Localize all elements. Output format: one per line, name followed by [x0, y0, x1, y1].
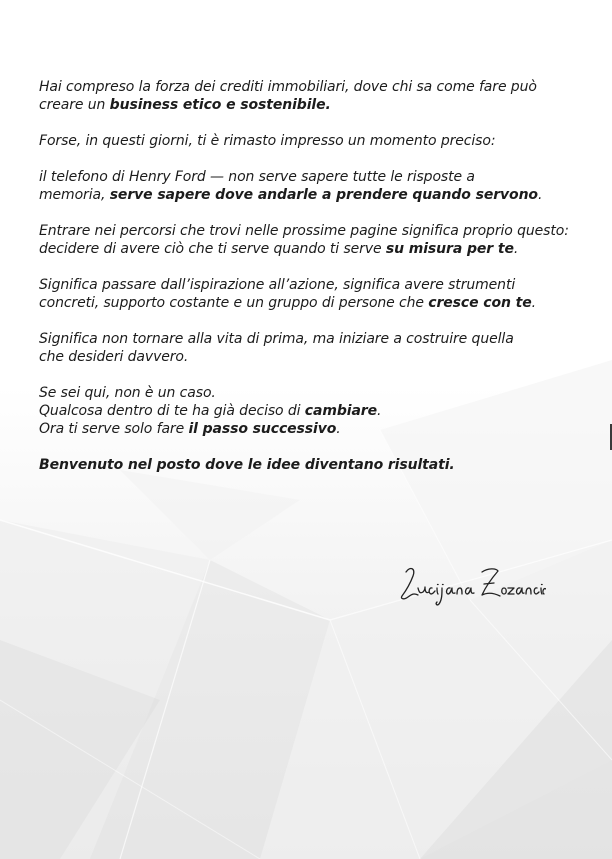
paragraph-1-line-2 — [39, 96, 587, 114]
paragraph-4-bold: su misura per te — [385, 241, 514, 257]
paragraph-3-line-2-end: . — [537, 187, 543, 203]
paragraph-6-line-2: che desideri davvero. — [39, 349, 189, 365]
paragraph-8 — [39, 456, 587, 474]
paragraph-3-line-2-text: memoria, — [39, 187, 110, 203]
paragraph-7-line-2-end: . — [377, 403, 382, 419]
paragraph-6 — [39, 330, 587, 366]
paragraph-7-line-3-end: . — [336, 421, 341, 437]
paragraph-4-line-2 — [39, 240, 587, 258]
paragraph-5-line-2 — [39, 294, 587, 312]
paragraph-4-line-1: Entrare nei percorsi che trovi nelle prossime pagine significa proprio questo: — [39, 223, 569, 239]
paragraph-3-line-2 — [39, 186, 587, 204]
paragraph-3 — [39, 168, 587, 204]
paragraph-7-line-2-text: Qualcosa dentro di te ha già deciso di — [39, 403, 305, 419]
paragraph-4-line-2-text: decidere di avere ciò che ti serve quando ti serve — [39, 241, 386, 257]
paragraph-1 — [39, 78, 587, 114]
paragraph-7-bold-1: cambiare — [304, 403, 377, 419]
paragraph-1-line-1: Hai compreso la forza dei crediti immobiliari, dove chi sa come fare può — [39, 79, 537, 95]
paragraph-7-line-1: Se sei qui, non è un caso. — [39, 385, 216, 401]
closing-statement: Benvenuto nel posto dove le idee diventano risultati. — [39, 457, 455, 473]
paragraph-5-line-2-text: concreti, supporto costante e un gruppo di persone che — [39, 295, 429, 311]
letter-body — [39, 78, 587, 492]
paragraph-6-line-1: Significa non tornare alla vita di prima, ma iniziare a costruire quella — [39, 331, 514, 347]
paragraph-5 — [39, 276, 587, 312]
paragraph-7 — [39, 384, 587, 438]
paragraph-5-line-2-end: . — [531, 295, 536, 311]
paragraph-3-line-1: il telefono di Henry Ford — non serve sapere tutte le risposte a — [39, 169, 475, 185]
paragraph-4 — [39, 222, 587, 258]
signature-lucijana-lozancic — [396, 562, 546, 608]
paragraph-7-line-3-text: Ora ti serve solo fare — [39, 421, 189, 437]
paragraph-7-line-3 — [39, 420, 587, 438]
paragraph-5-line-1: Significa passare dall’ispirazione all’azione, significa avere strumenti — [39, 277, 516, 293]
paragraph-2-line-1: Forse, in questi giorni, ti è rimasto impresso un momento preciso: — [39, 133, 496, 149]
paragraph-1-line-2-text: creare un — [39, 97, 110, 113]
paragraph-7-bold-2: il passo successivo — [188, 421, 337, 437]
paragraph-4-line-2-end: . — [513, 241, 519, 257]
paragraph-1-bold: business etico e sostenibile. — [109, 97, 331, 113]
paragraph-3-bold: serve sapere dove andarle a prendere quando servono — [109, 187, 538, 203]
paragraph-5-bold: cresce con te — [428, 295, 532, 311]
paragraph-7-line-2 — [39, 402, 587, 420]
paragraph-2 — [39, 132, 587, 150]
